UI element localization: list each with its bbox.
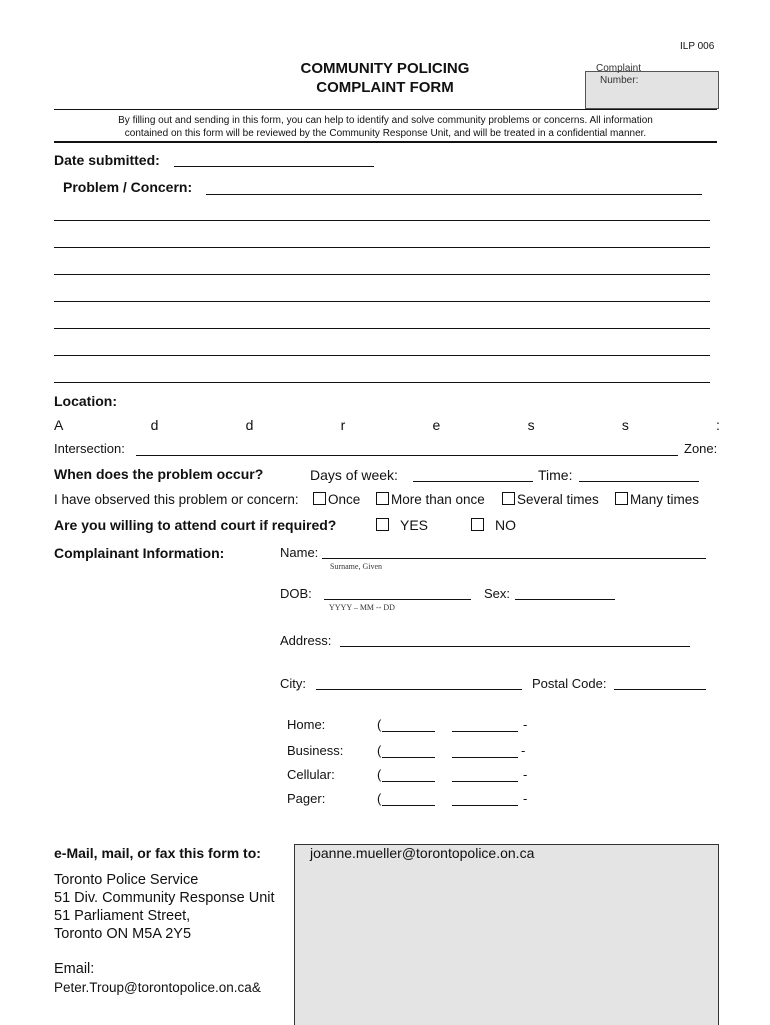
address-letter: : <box>716 417 720 433</box>
phone-cellular-dash: - <box>523 767 528 782</box>
freq-many-label: Many times <box>630 492 700 507</box>
problem-line-1[interactable] <box>54 220 710 221</box>
address-line: Toronto ON M5A 2Y5 <box>54 926 192 942</box>
send-to-label: e-Mail, mail, or fax this form to: <box>54 845 261 861</box>
checkbox[interactable] <box>376 492 389 505</box>
complainant-info-label: Complainant Information: <box>54 545 225 561</box>
email-value-link[interactable]: Peter.Troup@torontopolice.on.ca& <box>54 980 261 995</box>
intro-text <box>54 114 717 140</box>
postal-code-field[interactable] <box>614 689 706 690</box>
phone-pager-area[interactable] <box>382 805 435 806</box>
sex-label: Sex: <box>484 586 511 601</box>
form-title-text-1: COMMUNITY POLICING <box>300 60 470 77</box>
phone-home-number[interactable] <box>452 731 518 732</box>
address-letter: d <box>245 417 254 433</box>
date-submitted-label: Date submitted: <box>54 152 160 168</box>
phone-home-paren: ( <box>377 717 382 732</box>
form-code: ILP 006 <box>680 41 715 52</box>
sex-field[interactable] <box>515 599 615 600</box>
location-label: Location: <box>54 393 117 409</box>
complaint-label-2: Number: <box>600 75 639 86</box>
phone-cellular-label: Cellular: <box>287 767 335 782</box>
problem-line-0[interactable] <box>206 194 702 195</box>
court-no[interactable] <box>471 517 516 533</box>
phone-business-area[interactable] <box>382 757 435 758</box>
days-of-week-field[interactable] <box>413 481 533 482</box>
problem-line-6[interactable] <box>54 355 710 356</box>
dob-field[interactable] <box>324 599 471 600</box>
intro-line-1: By filling out and sending in this form, you can help to identify and solve community problems or concerns. All information <box>118 115 653 126</box>
address-letter: d <box>150 417 159 433</box>
when-occur-label: When does the problem occur? <box>54 466 264 482</box>
address-letter: r <box>340 417 346 433</box>
phone-pager-paren: ( <box>377 791 382 806</box>
city-label: City: <box>280 676 306 691</box>
top-rule <box>54 109 717 110</box>
contact-box <box>294 844 719 1025</box>
address-line: 51 Parliament Street, <box>54 908 191 924</box>
address-line: Toronto Police Service <box>54 872 199 888</box>
problem-line-2[interactable] <box>54 247 710 248</box>
phone-home-area[interactable] <box>382 731 435 732</box>
box-email-link[interactable]: joanne.mueller@torontopolice.on.ca <box>310 845 535 861</box>
date-submitted-field[interactable] <box>174 166 374 167</box>
phone-business-label: Business: <box>287 743 344 758</box>
freq-more-label: More than once <box>391 492 485 507</box>
name-hint: Surname, Given <box>330 562 382 571</box>
phone-home-label: Home: <box>287 717 326 732</box>
address-letter: A <box>54 417 64 433</box>
checkbox[interactable] <box>471 518 484 531</box>
complaint-label-1: Complaint <box>596 63 642 74</box>
phone-pager-label: Pager: <box>287 791 326 806</box>
phone-cellular-paren: ( <box>377 767 382 782</box>
name-label: Name: <box>280 545 319 560</box>
mailing-address <box>54 871 275 943</box>
dob-hint: YYYY – MM -- DD <box>329 603 395 612</box>
email-label: Email: <box>54 961 95 977</box>
address-label: Address: <box>280 633 332 648</box>
phone-pager-dash: - <box>523 791 528 806</box>
complaint-number-label <box>596 63 666 87</box>
intersection-label: Intersection: <box>54 441 125 456</box>
days-of-week-label: Days of week: <box>310 467 398 483</box>
freq-several-times[interactable] <box>502 492 599 507</box>
phone-cellular-number[interactable] <box>452 781 518 782</box>
intro-line-2: contained on this form will be reviewed by the Community Response Unit, and will be treated in a confidential manner. <box>124 128 647 139</box>
name-field[interactable] <box>322 558 706 559</box>
checkbox[interactable] <box>502 492 515 505</box>
observed-label: I have observed this problem or concern: <box>54 492 299 507</box>
court-label: Are you willing to attend court if required? <box>54 517 337 533</box>
form-title-text-2: COMPLAINT FORM <box>316 79 454 96</box>
intro-rule <box>54 141 717 143</box>
intersection-field[interactable] <box>136 455 678 456</box>
postal-code-label: Postal Code: <box>532 676 607 691</box>
problem-line-3[interactable] <box>54 274 710 275</box>
zone-label: Zone: <box>684 441 718 456</box>
address-letter: e <box>432 417 441 433</box>
address-field[interactable] <box>340 646 690 647</box>
freq-several-label: Several times <box>517 492 599 507</box>
no-label: NO <box>495 517 516 533</box>
time-field[interactable] <box>579 481 699 482</box>
phone-business-paren: ( <box>377 743 382 758</box>
court-yes[interactable] <box>376 517 428 533</box>
city-field[interactable] <box>316 689 522 690</box>
freq-once[interactable] <box>313 492 360 507</box>
yes-label: YES <box>400 517 429 533</box>
checkbox[interactable] <box>376 518 389 531</box>
phone-pager-number[interactable] <box>452 805 518 806</box>
problem-line-5[interactable] <box>54 328 710 329</box>
address-spaced-label <box>54 417 720 433</box>
checkbox[interactable] <box>313 492 326 505</box>
freq-many-times[interactable] <box>615 492 699 507</box>
time-label: Time: <box>538 467 573 483</box>
problem-line-4[interactable] <box>54 301 710 302</box>
freq-more-than-once[interactable] <box>376 492 485 507</box>
phone-business-dash: - <box>521 743 526 758</box>
address-line: 51 Div. Community Response Unit <box>54 890 275 906</box>
phone-cellular-area[interactable] <box>382 781 435 782</box>
dob-label: DOB: <box>280 586 312 601</box>
problem-line-7[interactable] <box>54 382 710 383</box>
checkbox[interactable] <box>615 492 628 505</box>
freq-once-label: Once <box>328 492 361 507</box>
address-letter: s <box>621 417 629 433</box>
phone-home-dash: - <box>523 717 528 732</box>
phone-business-number[interactable] <box>452 757 518 758</box>
address-letter: s <box>527 417 535 433</box>
problem-concern-label: Problem / Concern: <box>63 179 193 195</box>
